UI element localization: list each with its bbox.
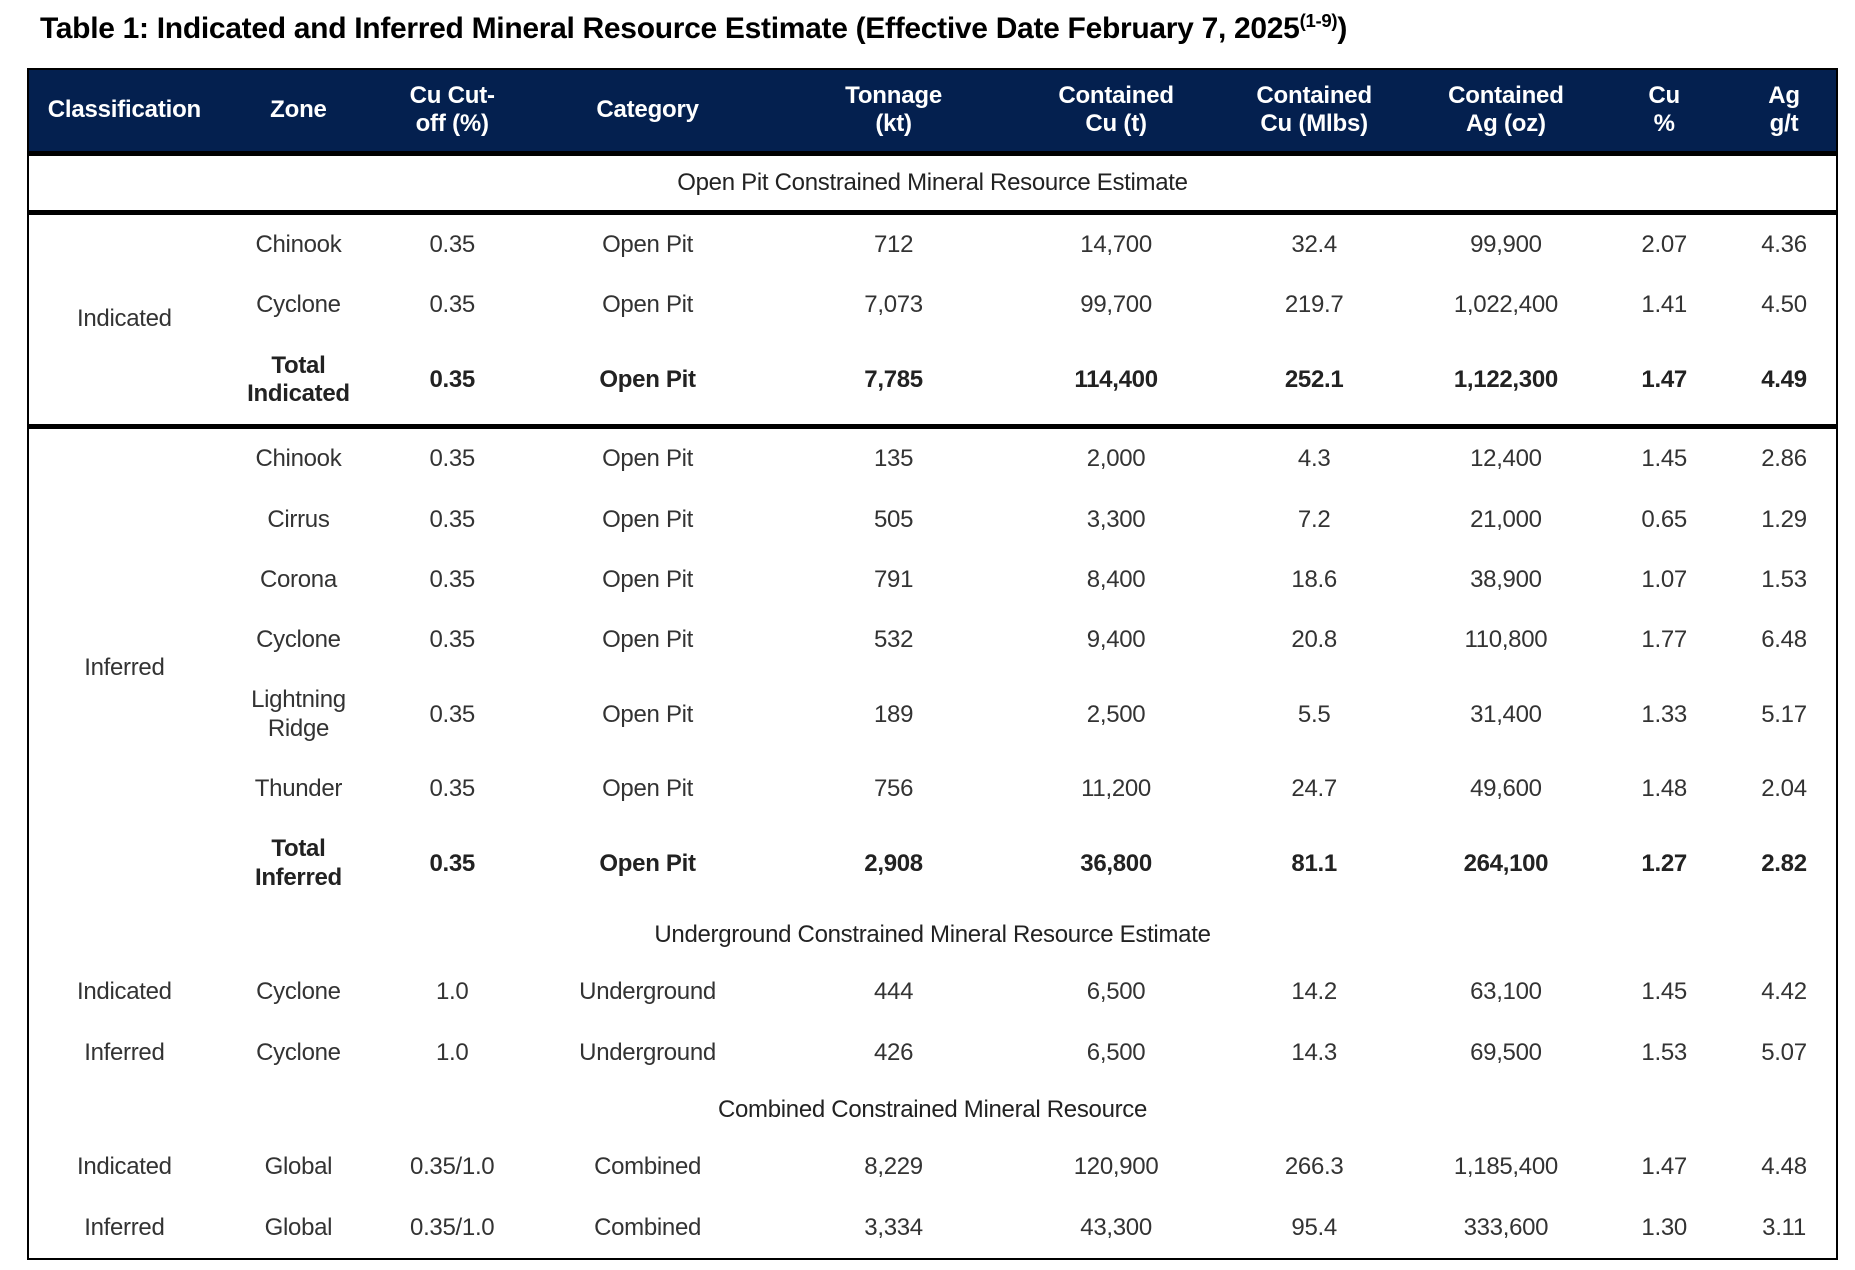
cell-tonnage: 444: [874, 978, 914, 1006]
table-title-text: Table 1: Indicated and Inferred Mineral Resource Estimate (Effective Date February 7, 2025: [40, 12, 1300, 45]
cell-contained-cu-mlbs: 24.7: [1291, 775, 1337, 803]
cell-cu-cutoff: 0.35: [429, 230, 475, 258]
cell-cu-cutoff: 0.35: [429, 626, 475, 654]
cell-ag-gt: 4.49: [1761, 365, 1807, 393]
cell-tonnage: 3,334: [864, 1213, 923, 1241]
column-header-contained-cu-mlbs: Contained Cu (Mlbs): [1256, 82, 1372, 138]
cell-classification: Indicated: [77, 978, 172, 1006]
cell-ag-gt: 3.11: [1762, 1213, 1806, 1241]
cell-cu-cutoff: 0.35: [429, 849, 475, 877]
cell-zone: Cyclone: [256, 1038, 341, 1066]
cell-tonnage: 505: [874, 505, 914, 533]
table-row: [28, 1198, 1837, 1259]
cell-ag-gt: 5.07: [1761, 1038, 1807, 1066]
cell-cu-pct: 1.30: [1641, 1213, 1687, 1241]
cell-category: Open Pit: [599, 849, 696, 877]
cell-zone: Total Inferred: [254, 835, 342, 891]
cell-ag-gt: 2.04: [1761, 775, 1807, 803]
cell-ag-gt: 4.50: [1761, 291, 1807, 319]
cell-contained-cu-mlbs: 266.3: [1284, 1153, 1344, 1181]
table-row: [28, 212, 1837, 275]
cell-contained-cu-t: 8,400: [1086, 565, 1146, 593]
cell-zone: Cyclone: [256, 626, 341, 654]
title-footnote-superscript: (1-9): [1299, 10, 1338, 31]
cell-tonnage: 8,229: [864, 1153, 923, 1181]
cell-contained-cu-mlbs: 20.8: [1291, 626, 1337, 654]
cell-ag-gt: 4.42: [1761, 978, 1807, 1006]
cell-contained-cu-t: 2,000: [1086, 445, 1146, 473]
cell-ag-gt: 6.48: [1761, 626, 1807, 654]
cell-contained-cu-t: 120,900: [1073, 1153, 1159, 1181]
cell-category: Combined: [594, 1213, 702, 1241]
column-header-cu-pct: Cu %: [1648, 82, 1680, 138]
cell-cu-cutoff: 1.0: [435, 978, 469, 1006]
cell-contained-ag-oz: 110,800: [1464, 626, 1548, 654]
cell-cu-cutoff: 0.35: [429, 505, 475, 533]
cell-contained-ag-oz: 12,400: [1470, 445, 1542, 473]
cell-ag-gt: 4.48: [1761, 1153, 1807, 1181]
cell-ag-gt: 2.82: [1761, 849, 1807, 877]
table-header: [28, 69, 1837, 153]
cell-category: Underground: [579, 978, 716, 1006]
cell-cu-pct: 1.53: [1641, 1038, 1687, 1066]
cell-contained-cu-mlbs: 5.5: [1297, 700, 1331, 728]
cell-tonnage: 532: [874, 626, 914, 654]
cell-contained-cu-t: 14,700: [1080, 230, 1152, 258]
table-row: [28, 1023, 1837, 1083]
cell-contained-cu-t: 36,800: [1080, 849, 1152, 877]
section-header-label: Underground Constrained Mineral Resource Estimate: [654, 921, 1211, 948]
cell-contained-cu-mlbs: 252.1: [1284, 365, 1344, 393]
cell-zone: Cyclone: [256, 978, 341, 1006]
cell-contained-ag-oz: 1,185,400: [1453, 1153, 1558, 1181]
cell-cu-cutoff: 0.35: [429, 445, 475, 473]
cell-zone: Chinook: [255, 230, 342, 258]
cell-category: Open Pit: [602, 565, 694, 593]
cell-contained-ag-oz: 69,500: [1470, 1038, 1542, 1066]
cell-tonnage: 756: [874, 775, 914, 803]
column-header-ag-gt: Ag g/t: [1768, 82, 1800, 138]
cell-classification: Inferred: [84, 1213, 165, 1241]
cell-contained-cu-mlbs: 81.1: [1291, 849, 1337, 877]
cell-ag-gt: 2.86: [1761, 445, 1807, 473]
cell-ag-gt: 5.17: [1761, 700, 1807, 728]
cell-category: Open Pit: [602, 291, 694, 319]
cell-contained-cu-mlbs: 32.4: [1291, 230, 1337, 258]
cell-contained-cu-mlbs: 219.7: [1284, 291, 1344, 319]
column-header-cu-cutoff: Cu Cut- off (%): [409, 82, 495, 138]
cell-ag-gt: 4.36: [1761, 230, 1807, 258]
cell-contained-cu-t: 6,500: [1086, 1038, 1146, 1066]
table-row: [28, 275, 1837, 335]
cell-cu-pct: 2.07: [1641, 230, 1687, 258]
cell-contained-ag-oz: 31,400: [1470, 700, 1542, 728]
cell-contained-ag-oz: 264,100: [1463, 849, 1549, 877]
cell-zone: Corona: [259, 565, 337, 593]
cell-zone: Global: [264, 1213, 333, 1241]
cell-tonnage: 426: [874, 1038, 914, 1066]
cell-cu-cutoff: 0.35: [429, 291, 475, 319]
cell-contained-cu-mlbs: 95.4: [1291, 1213, 1337, 1241]
table-row: [28, 550, 1837, 610]
cell-cu-pct: 0.65: [1641, 505, 1687, 533]
cell-tonnage: 712: [874, 230, 914, 258]
cell-contained-cu-t: 99,700: [1080, 291, 1152, 319]
cell-zone: Total Indicated: [247, 351, 350, 407]
table-row: [28, 759, 1837, 819]
cell-ag-gt: 1.53: [1761, 565, 1807, 593]
cell-zone: Global: [264, 1153, 333, 1181]
cell-classification: Indicated: [77, 1153, 172, 1181]
cell-cu-pct: 1.47: [1641, 1153, 1687, 1181]
column-header-category: Category: [596, 96, 699, 124]
cell-contained-ag-oz: 99,900: [1470, 230, 1542, 258]
column-header-contained-ag-oz: Contained Ag (oz): [1448, 82, 1564, 138]
cell-tonnage: 7,785: [864, 365, 923, 393]
cell-cu-cutoff: 0.35/1.0: [410, 1153, 495, 1181]
cell-category: Open Pit: [602, 230, 694, 258]
cell-category: Open Pit: [599, 365, 696, 393]
table-header-row: [28, 69, 1837, 153]
section-header-label: Combined Constrained Mineral Resource: [717, 1095, 1148, 1123]
cell-cu-pct: 1.77: [1641, 626, 1687, 654]
table-row: [28, 670, 1837, 759]
section-header-row: [28, 1083, 1837, 1137]
cell-cu-pct: 1.45: [1641, 978, 1687, 1006]
cell-cu-pct: 1.47: [1641, 365, 1687, 393]
section-header-row: [28, 908, 1837, 962]
cell-cu-pct: 1.48: [1641, 775, 1687, 803]
cell-contained-ag-oz: 333,600: [1463, 1213, 1549, 1241]
cell-tonnage: 7,073: [864, 291, 923, 319]
cell-zone: Chinook: [255, 445, 342, 473]
cell-cu-cutoff: 0.35: [429, 565, 475, 593]
cell-contained-cu-mlbs: 18.6: [1291, 565, 1337, 593]
cell-cu-cutoff: 0.35: [429, 365, 475, 393]
cell-contained-ag-oz: 49,600: [1470, 775, 1542, 803]
cell-contained-cu-mlbs: 4.3: [1297, 445, 1331, 473]
table-title: [40, 10, 1838, 46]
cell-classification: Inferred: [84, 654, 165, 682]
cell-cu-pct: 1.33: [1641, 700, 1687, 728]
cell-cu-pct: 1.07: [1641, 565, 1687, 593]
cell-contained-ag-oz: 1,022,400: [1453, 291, 1558, 319]
cell-cu-pct: 1.41: [1641, 291, 1687, 319]
table-title-suffix: ): [1337, 12, 1348, 45]
table-row: [28, 427, 1837, 490]
table-row: [28, 819, 1837, 908]
cell-category: Open Pit: [602, 626, 694, 654]
cell-category: Combined: [594, 1153, 702, 1181]
cell-zone: Lightning Ridge: [251, 686, 346, 742]
column-header-classification: Classification: [47, 96, 201, 124]
cell-contained-cu-t: 11,200: [1081, 775, 1151, 803]
cell-contained-ag-oz: 1,122,300: [1453, 365, 1558, 393]
cell-zone: Cirrus: [267, 505, 330, 533]
table-row: [28, 962, 1837, 1022]
cell-cu-pct: 1.45: [1641, 445, 1687, 473]
cell-category: Open Pit: [602, 775, 694, 803]
cell-contained-cu-t: 114,400: [1074, 365, 1158, 393]
section-header-row: [28, 153, 1837, 212]
cell-contained-ag-oz: 21,000: [1470, 505, 1542, 533]
cell-contained-cu-t: 3,300: [1086, 505, 1146, 533]
cell-ag-gt: 1.29: [1761, 505, 1807, 533]
section-header-label: Open Pit Constrained Mineral Resource Estimate: [677, 168, 1188, 196]
cell-contained-ag-oz: 38,900: [1470, 565, 1542, 593]
column-header-zone: Zone: [270, 96, 327, 124]
cell-tonnage: 135: [874, 445, 914, 473]
table-body: [28, 153, 1837, 1259]
table-row: [28, 1137, 1837, 1197]
cell-cu-cutoff: 0.35/1.0: [410, 1213, 495, 1241]
cell-zone: Thunder: [254, 775, 343, 803]
table-row: [28, 490, 1837, 550]
cell-tonnage: 2,908: [864, 849, 923, 877]
cell-category: Open Pit: [602, 505, 694, 533]
cell-cu-cutoff: 0.35: [429, 775, 475, 803]
cell-contained-cu-t: 43,300: [1080, 1213, 1152, 1241]
table-row: [28, 610, 1837, 670]
column-header-contained-cu-t: Contained Cu (t): [1058, 82, 1174, 138]
cell-cu-pct: 1.27: [1641, 849, 1687, 877]
cell-cu-cutoff: 1.0: [435, 1038, 469, 1066]
cell-contained-ag-oz: 63,100: [1470, 978, 1542, 1006]
mineral-resource-table: [27, 68, 1838, 1260]
cell-cu-cutoff: 0.35: [429, 700, 475, 728]
cell-contained-cu-t: 6,500: [1086, 978, 1146, 1006]
cell-tonnage: 189: [874, 700, 914, 728]
cell-contained-cu-mlbs: 7.2: [1297, 505, 1331, 533]
cell-contained-cu-mlbs: 14.3: [1291, 1038, 1337, 1066]
cell-category: Open Pit: [602, 700, 694, 728]
cell-category: Underground: [579, 1038, 716, 1066]
cell-classification: Indicated: [77, 305, 172, 333]
cell-contained-cu-mlbs: 14.2: [1291, 978, 1337, 1006]
cell-tonnage: 791: [874, 565, 914, 593]
table-row: [28, 336, 1837, 427]
cell-contained-cu-t: 2,500: [1086, 700, 1146, 728]
column-header-tonnage: Tonnage (kt): [845, 82, 942, 138]
cell-contained-cu-t: 9,400: [1086, 626, 1146, 654]
cell-category: Open Pit: [602, 445, 694, 473]
cell-classification: Inferred: [84, 1038, 165, 1066]
cell-zone: Cyclone: [256, 291, 341, 319]
